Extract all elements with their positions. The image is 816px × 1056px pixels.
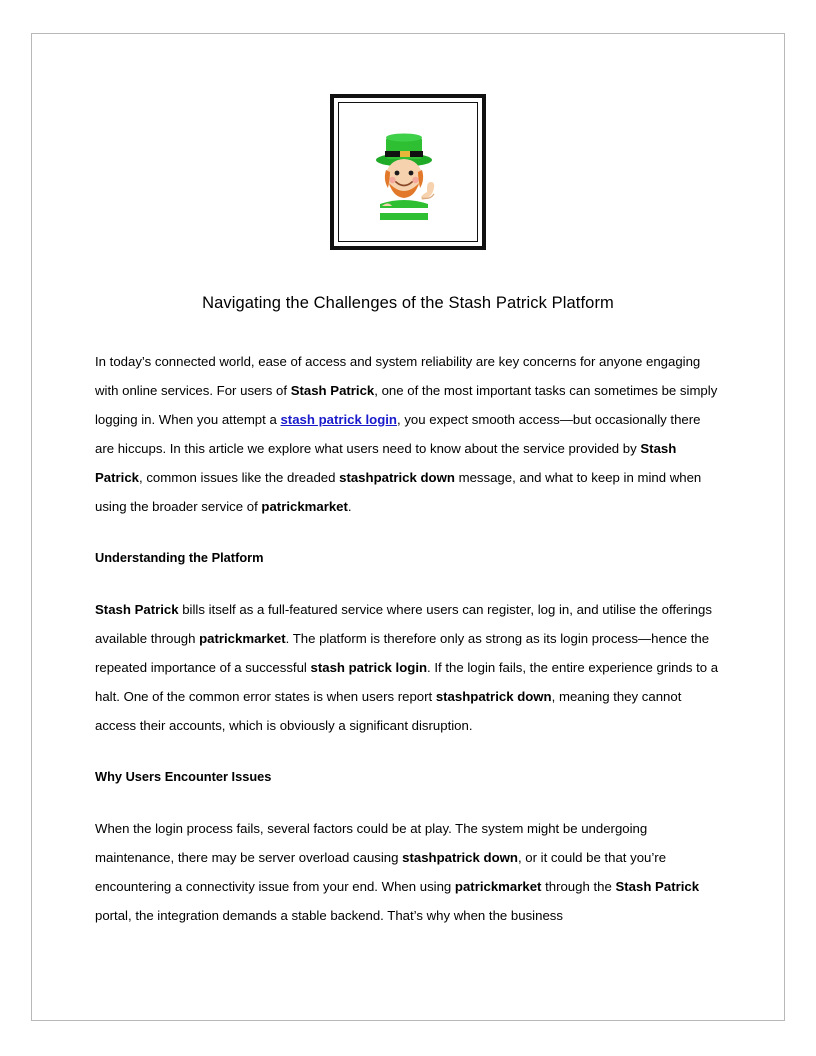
section2-text-3: through the [541,879,616,894]
section1-text-4: , meaning they cannot access their accounts, which is obviously a significant disruption. [95,689,682,733]
page-title: Navigating the Challenges of the Stash Patrick Platform [202,294,614,312]
intro-text-4: , common issues like the dreaded [139,470,340,485]
section2-text-2: , or it could be that you’re encountering a connectivity issue from your end. When using [95,850,667,894]
intro-paragraph [95,347,721,521]
section1-bold-4: stashpatrick down [435,689,552,704]
intro-bold-1: Stash Patrick [290,383,375,398]
figure-container [95,94,721,250]
section1-bold-1: Stash Patrick [95,602,179,617]
image-frame-inner [338,102,478,242]
intro-bold-4: patrickmarket [261,499,348,514]
section1-bold-2: patrickmarket [199,631,286,646]
intro-bold-2: Stash Patrick [95,441,677,485]
section2-text-1: When the login process fails, several factors could be at play. The system might be undergoing maintenance, there may be server overload causing [95,821,648,865]
section1-text-3: . If the login fails, the entire experience grinds to a halt. One of the common error states is when users report [95,660,719,704]
intro-text-1: In today’s connected world, ease of access and system reliability are key concerns for anyone engaging with online services. For users of [95,354,701,398]
intro-text-6: . [347,499,352,514]
intro-text-2: , one of the most important tasks can sometimes be simply logging in. When you attempt a [95,383,718,427]
intro-text-5: message, and what to keep in mind when using the broader service of [95,470,702,514]
section2-text-4: portal, the integration demands a stable backend. That’s why when the business [95,908,563,923]
section1-text-1: bills itself as a full-featured service where users can register, log in, and utilise the offerings available through [95,602,712,646]
section1-bold-3: stash patrick login [310,660,428,675]
image-frame [330,94,486,250]
section2-bold-2: patrickmarket [454,879,542,894]
intro-text-3: , you expect smooth access—but occasionally there are hiccups. In this article we explore what users need to know about the service provided by [95,412,701,456]
document-content [95,80,721,930]
section2-bold-1: stashpatrick down [402,850,518,865]
section2-bold-3: Stash Patrick [615,879,700,894]
stash-patrick-login-link[interactable]: stash patrick login [280,412,397,427]
section2-paragraph [95,814,721,930]
section-heading-why-users-encounter-issues: Why Users Encounter Issues [95,769,272,784]
intro-bold-3: stashpatrick down [339,470,455,485]
section1-text-2: . The platform is therefore only as strong as its login process—hence the repeated importance of a successful [95,631,710,675]
section1-paragraph [95,595,721,740]
leprechaun-illustration-icon [356,120,460,224]
section-heading-understanding-the-platform: Understanding the Platform [95,550,264,565]
